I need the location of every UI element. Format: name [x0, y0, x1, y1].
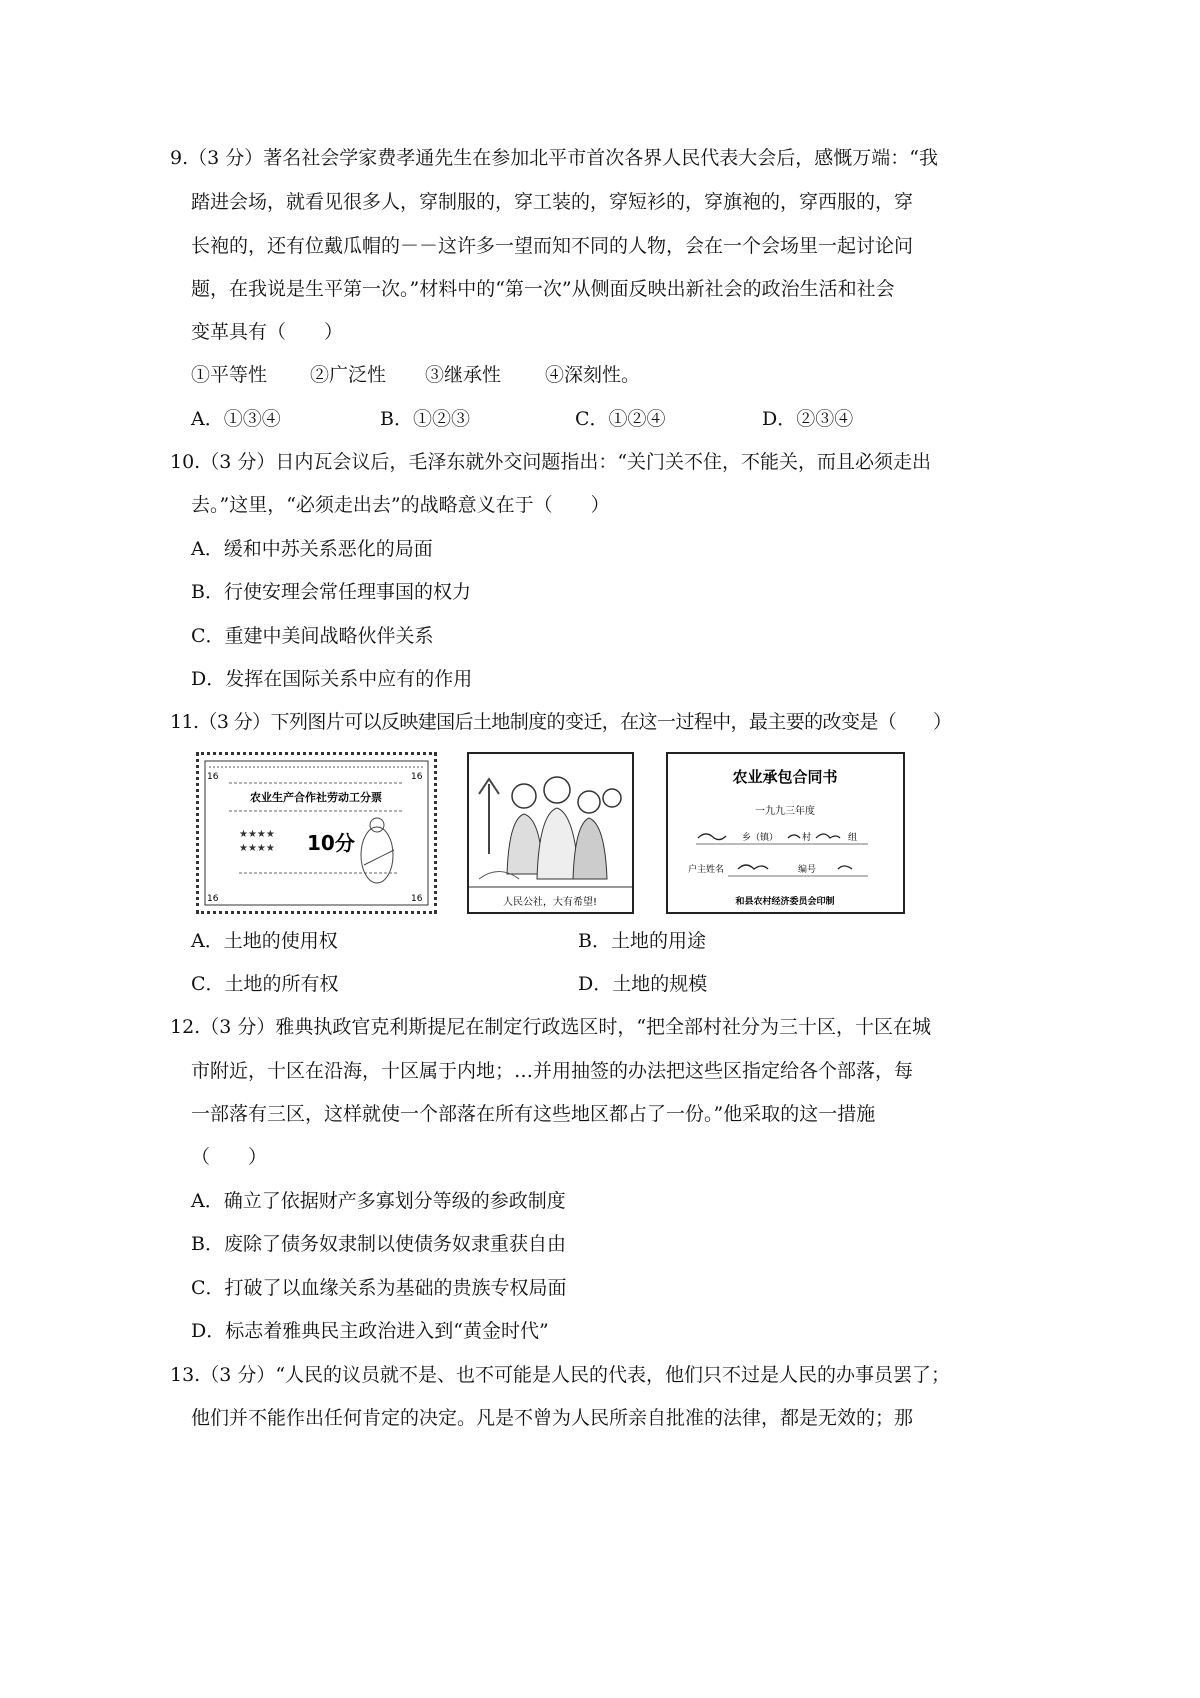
q9-line-5: 变革具有（ ）	[191, 321, 344, 343]
q9-item-2: ②广泛性	[310, 364, 387, 386]
q10-option-b: B．行使安理会常任理事国的权力	[191, 581, 471, 603]
q9-item-1: ①平等性	[191, 364, 268, 386]
q11-option-b: B．土地的用途	[578, 930, 706, 952]
q10-line-1: 10.（3 分）日内瓦会议后，毛泽东就外交问题指出：“关门关不住，不能关，而且必须走出	[170, 451, 932, 473]
contract-group-label: 组	[848, 833, 858, 843]
q9-option-b: B．①②③	[380, 408, 470, 430]
q12-line-2: 市附近，十区在沿海，十区属于内地；…并用抽签的办法把这些区指定给各个部落，每	[191, 1060, 914, 1082]
q10-line-2: 去。”这里，“必须走出去”的战略意义在于（ ）	[191, 494, 610, 516]
contract-year: 一九九三年度	[755, 806, 815, 817]
q12-line-1: 12.（3 分）雅典执政官克利斯提尼在制定行政选区时，“把全部村社分为三十区，十区在城	[170, 1016, 932, 1038]
q9-item-4: ④深刻性。	[545, 364, 641, 386]
svg-text:16: 16	[411, 894, 423, 904]
q12-option-d: D．标志着雅典民主政治进入到“黄金时代”	[191, 1320, 549, 1342]
q9-line-4: 题，在我说是生平第一次。”材料中的“第一次”从侧面反映出新社会的政治生活和社会	[191, 278, 895, 300]
ticket-value: 10分	[307, 831, 355, 855]
q13-line-2: 他们并不能作出任何肯定的决定。凡是不曾为人民所亲自批准的法律，都是无效的；那	[191, 1407, 914, 1429]
q11-option-d: D．土地的规模	[578, 973, 708, 995]
work-point-ticket-image	[196, 752, 437, 914]
q9-option-a: A．①③④	[191, 408, 281, 430]
ticket-left-number: 16	[207, 772, 219, 782]
q13-line-1: 13.（3 分）“人民的议员就不是、也不可能是人民的代表，他们只不过是人民的办事员罢了；	[170, 1364, 951, 1386]
svg-text:★★★★: ★★★★	[239, 843, 275, 854]
q9-item-3: ③继承性	[425, 364, 502, 386]
contract-owner-label: 户主姓名	[688, 865, 725, 875]
q9-line-2: 踏进会场，就看见很多人，穿制服的，穿工装的，穿短衫的，穿旗袍的，穿西服的，穿	[191, 191, 914, 213]
svg-text:16: 16	[207, 894, 219, 904]
contract-footer: 和县农村经济委员会印制	[735, 897, 835, 907]
ticket-title: 农业生产合作社劳动工分票	[250, 791, 382, 804]
q9-option-d: D．②③④	[762, 408, 854, 430]
ticket-right-number: 16	[411, 772, 423, 782]
q12-option-c: C．打破了以血缘关系为基础的贵族专权局面	[191, 1277, 567, 1299]
svg-text:★★★★: ★★★★	[239, 829, 275, 840]
q10-option-a: A．缓和中苏关系恶化的局面	[191, 538, 433, 560]
q11-option-a: A．土地的使用权	[191, 930, 338, 952]
peoples-commune-poster-image	[467, 752, 634, 914]
q10-option-d: D．发挥在国际关系中应有的作用	[191, 668, 473, 690]
q11-option-c: C．土地的所有权	[191, 973, 339, 995]
q11-line-1: 11.（3 分）下列图片可以反映建国后土地制度的变迁，在这一过程中，最主要的改变是（ ）	[170, 711, 952, 733]
q10-option-c: C．重建中美间战略伙伴关系	[191, 625, 434, 647]
q12-option-a: A．确立了依据财产多寡划分等级的参政制度	[191, 1190, 566, 1212]
poster-caption: 人民公社，大有希望!	[502, 897, 598, 908]
q9-line-1: 9.（3 分）著名社会学家费孝通先生在参加北平市首次各界人民代表大会后，感慨万端：“我	[170, 147, 938, 169]
q12-option-b: B．废除了债务奴隶制以使债务奴隶重获自由	[191, 1233, 566, 1255]
q9-option-c: C．①②④	[575, 408, 666, 430]
q12-line-3: 一部落有三区，这样就使一个部落在所有这些地区都占了一份。”他采取的这一措施	[191, 1103, 876, 1125]
contract-village-label: 村	[802, 833, 812, 843]
contract-number-label: 编号	[798, 865, 817, 875]
contract-title: 农业承包合同书	[732, 768, 838, 786]
q9-line-3: 长袍的，还有位戴瓜帽的－－这许多一望而知不同的人物，会在一个会场里一起讨论问	[191, 235, 914, 257]
q12-line-4: （ ）	[191, 1146, 268, 1168]
contract-township-label: 乡（镇）	[742, 833, 779, 843]
agricultural-contract-image	[666, 752, 905, 914]
